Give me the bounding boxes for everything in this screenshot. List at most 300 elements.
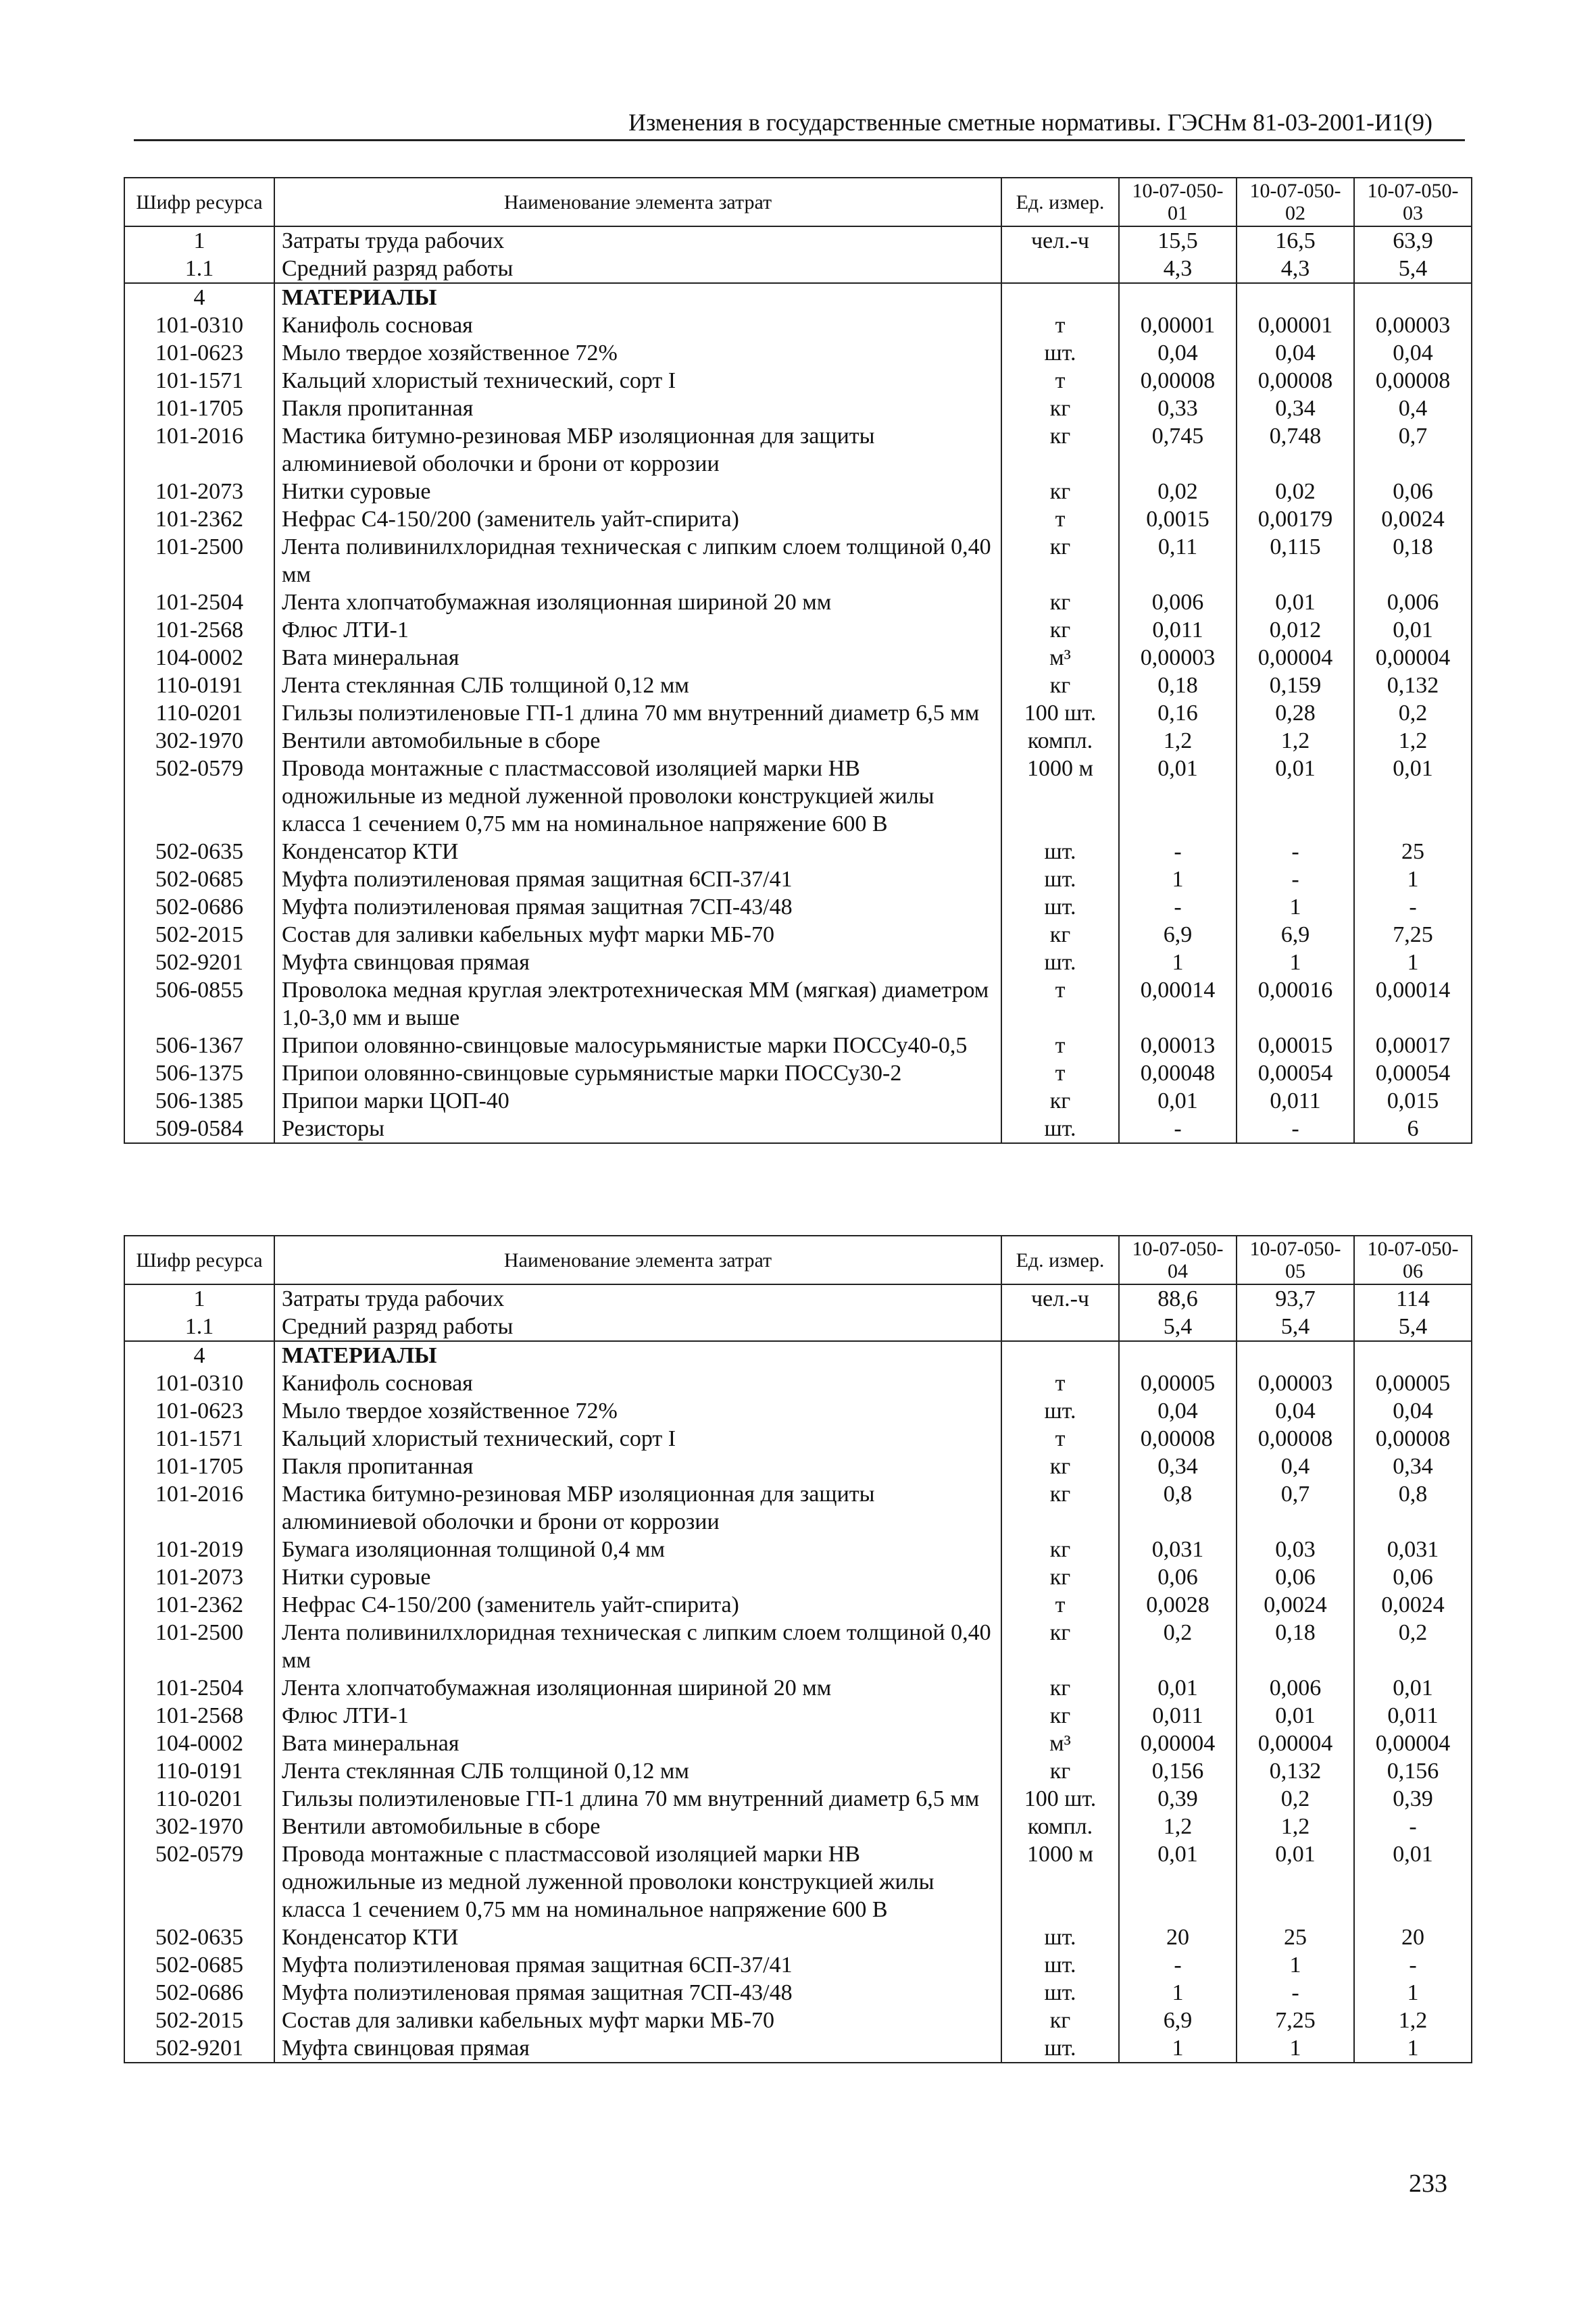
unit-cell: т: [1001, 976, 1119, 1032]
norm-value-cell: -: [1237, 865, 1354, 893]
section-row: [124, 283, 1472, 311]
norm-value-cell: 1: [1237, 893, 1354, 921]
unit-cell: 1000 м: [1001, 755, 1119, 838]
unit-cell: т: [1001, 1369, 1119, 1397]
resource-code-cell: 506-1375: [124, 1059, 274, 1087]
table-row: [124, 1480, 1472, 1536]
norm-value-cell: 0,00003: [1354, 311, 1472, 339]
unit-cell: шт.: [1001, 893, 1119, 921]
resource-table-1: [124, 177, 1472, 1144]
norm-value-cell: 0,00003: [1119, 644, 1237, 672]
resource-name-cell: Канифоль сосновая: [274, 311, 1001, 339]
resource-name-cell: Вентили автомобильные в сборе: [274, 727, 1001, 755]
resource-name-cell: МАТЕРИАЛЫ: [274, 1341, 1001, 1369]
norm-value-cell: 1,2: [1354, 727, 1472, 755]
norm-value-cell: 0,00004: [1237, 644, 1354, 672]
resource-code-cell: 506-1367: [124, 1032, 274, 1059]
norm-value-cell: 0,00008: [1237, 367, 1354, 395]
resource-code-cell: 101-2568: [124, 616, 274, 644]
resource-name-cell: Пакля пропитанная: [274, 395, 1001, 422]
unit-cell: [1001, 1313, 1119, 1341]
norm-value-cell: 0,2: [1354, 699, 1472, 727]
unit-cell: т: [1001, 311, 1119, 339]
norm-value-cell: [1237, 283, 1354, 311]
norm-value-cell: 0,01: [1237, 588, 1354, 616]
norm-value-cell: -: [1237, 838, 1354, 865]
resource-code-cell: 101-2073: [124, 1563, 274, 1591]
norm-value-cell: 0,8: [1354, 1480, 1472, 1536]
resource-code-cell: 101-2016: [124, 1480, 274, 1536]
norm-value-cell: 0,156: [1119, 1757, 1237, 1785]
norm-value-cell: 16,5: [1237, 226, 1354, 255]
norm-value-cell: 4,3: [1237, 255, 1354, 283]
norm-value-cell: 0,01: [1119, 1674, 1237, 1702]
norm-value-cell: 1: [1119, 1979, 1237, 2007]
resource-name-cell: Припои оловянно-свинцовые малосурьмянистые марки ПОССу40-0,5: [274, 1032, 1001, 1059]
norm-value-cell: 0,115: [1237, 533, 1354, 588]
resource-code-cell: 101-2504: [124, 588, 274, 616]
resource-code-cell: 104-0002: [124, 1730, 274, 1757]
resource-code-cell: 502-0635: [124, 1923, 274, 1951]
norm-value-cell: 20: [1354, 1923, 1472, 1951]
unit-cell: шт.: [1001, 1951, 1119, 1979]
norm-value-cell: -: [1237, 1979, 1354, 2007]
norm-value-cell: 4,3: [1119, 255, 1237, 283]
norm-value-cell: 0,34: [1354, 1453, 1472, 1480]
col-header-code: Шифр ресурса: [124, 1236, 274, 1284]
norm-value-cell: 0,00004: [1354, 644, 1472, 672]
norm-value-cell: 0,0024: [1237, 1591, 1354, 1619]
norm-value-cell: 1: [1354, 865, 1472, 893]
col-header-norm: 10-07-050-06: [1354, 1236, 1472, 1284]
norm-value-cell: 0,4: [1237, 1453, 1354, 1480]
unit-cell: компл.: [1001, 727, 1119, 755]
norm-value-cell: 1: [1354, 1979, 1472, 2007]
unit-cell: шт.: [1001, 949, 1119, 976]
norm-value-cell: 0,01: [1119, 1840, 1237, 1923]
table-row: [124, 1284, 1472, 1313]
norm-value-cell: -: [1354, 893, 1472, 921]
resource-name-cell: Состав для заливки кабельных муфт марки МБ-70: [274, 2007, 1001, 2034]
table-header-row: [124, 1236, 1472, 1284]
table-row: [124, 1087, 1472, 1115]
unit-cell: чел.-ч: [1001, 226, 1119, 255]
norm-value-cell: 0,16: [1119, 699, 1237, 727]
norm-value-cell: 1,2: [1119, 727, 1237, 755]
unit-cell: т: [1001, 1425, 1119, 1453]
table-row: [124, 226, 1472, 255]
norm-value-cell: 93,7: [1237, 1284, 1354, 1313]
norm-value-cell: 0,04: [1237, 339, 1354, 367]
norm-value-cell: 0,00179: [1237, 505, 1354, 533]
norm-value-cell: 0,00054: [1237, 1059, 1354, 1087]
norm-value-cell: [1237, 1341, 1354, 1369]
resource-name-cell: Мыло твердое хозяйственное 72%: [274, 339, 1001, 367]
resource-name-cell: Лента стеклянная СЛБ толщиной 0,12 мм: [274, 1757, 1001, 1785]
table-row: [124, 2007, 1472, 2034]
norm-value-cell: 7,25: [1237, 2007, 1354, 2034]
table-row: [124, 1369, 1472, 1397]
resource-name-cell: Нефрас С4-150/200 (заменитель уайт-спирита): [274, 505, 1001, 533]
norm-value-cell: 5,4: [1354, 1313, 1472, 1341]
resource-code-cell: 101-2568: [124, 1702, 274, 1730]
header-rule: [134, 139, 1465, 141]
col-header-unit: Ед. измер.: [1001, 1236, 1119, 1284]
norm-value-cell: 0,156: [1354, 1757, 1472, 1785]
table-row: [124, 1425, 1472, 1453]
norm-value-cell: 0,159: [1237, 672, 1354, 699]
table-row: [124, 478, 1472, 505]
table-row: [124, 311, 1472, 339]
table-row: [124, 367, 1472, 395]
norm-value-cell: 0,03: [1237, 1536, 1354, 1563]
norm-value-cell: 0,011: [1119, 616, 1237, 644]
col-header-norm: 10-07-050-05: [1237, 1236, 1354, 1284]
norm-value-cell: 0,00008: [1354, 1425, 1472, 1453]
resource-code-cell: 110-0191: [124, 1757, 274, 1785]
resource-name-cell: Средний разряд работы: [274, 255, 1001, 283]
resource-name-cell: Средний разряд работы: [274, 1313, 1001, 1341]
page-number: 233: [1409, 2169, 1447, 2198]
unit-cell: кг: [1001, 395, 1119, 422]
table-row: [124, 949, 1472, 976]
resource-code-cell: 101-0623: [124, 339, 274, 367]
unit-cell: кг: [1001, 1757, 1119, 1785]
norm-value-cell: 0,006: [1354, 588, 1472, 616]
norm-value-cell: 0,031: [1354, 1536, 1472, 1563]
resource-code-cell: 1: [124, 226, 274, 255]
table-row: [124, 1453, 1472, 1480]
resource-code-cell: 302-1970: [124, 727, 274, 755]
norm-value-cell: 1: [1119, 865, 1237, 893]
resource-code-cell: 110-0201: [124, 699, 274, 727]
norm-value-cell: -: [1119, 1951, 1237, 1979]
norm-value-cell: 0,00004: [1354, 1730, 1472, 1757]
unit-cell: 100 шт.: [1001, 1785, 1119, 1813]
norm-value-cell: 0,00005: [1354, 1369, 1472, 1397]
norm-value-cell: 0,8: [1119, 1480, 1237, 1536]
unit-cell: [1001, 283, 1119, 311]
resource-code-cell: 502-0635: [124, 838, 274, 865]
norm-value-cell: 0,01: [1119, 755, 1237, 838]
norm-value-cell: 0,33: [1119, 395, 1237, 422]
norm-value-cell: 5,4: [1237, 1313, 1354, 1341]
table-row: [124, 505, 1472, 533]
unit-cell: шт.: [1001, 1923, 1119, 1951]
norm-value-cell: 25: [1354, 838, 1472, 865]
table-row: [124, 1702, 1472, 1730]
norm-value-cell: 0,00008: [1237, 1425, 1354, 1453]
norm-value-cell: 0,2: [1237, 1785, 1354, 1813]
resource-code-cell: 506-0855: [124, 976, 274, 1032]
norm-value-cell: 0,04: [1354, 339, 1472, 367]
norm-value-cell: 0,11: [1119, 533, 1237, 588]
resource-code-cell: 1: [124, 1284, 274, 1313]
norm-value-cell: 1: [1237, 949, 1354, 976]
norm-value-cell: 0,0028: [1119, 1591, 1237, 1619]
resource-name-cell: Состав для заливки кабельных муфт марки МБ-70: [274, 921, 1001, 949]
table-row: [124, 255, 1472, 283]
resource-name-cell: Муфта полиэтиленовая прямая защитная 6СП-37/41: [274, 1951, 1001, 1979]
unit-cell: т: [1001, 505, 1119, 533]
resource-name-cell: Нитки суровые: [274, 1563, 1001, 1591]
table-row: [124, 1730, 1472, 1757]
norm-value-cell: 6,9: [1237, 921, 1354, 949]
unit-cell: чел.-ч: [1001, 1284, 1119, 1313]
document-header: Изменения в государственные сметные нормативы. ГЭСНм 81-03-2001-И1(9): [628, 109, 1432, 136]
unit-cell: кг: [1001, 478, 1119, 505]
norm-value-cell: -: [1119, 838, 1237, 865]
norm-value-cell: [1354, 283, 1472, 311]
resource-name-cell: Муфта полиэтиленовая прямая защитная 7СП-43/48: [274, 893, 1001, 921]
norm-value-cell: 0,00008: [1119, 1425, 1237, 1453]
norm-value-cell: 0,06: [1354, 478, 1472, 505]
norm-value-cell: 0,02: [1237, 478, 1354, 505]
norm-value-cell: 88,6: [1119, 1284, 1237, 1313]
resource-name-cell: Вентили автомобильные в сборе: [274, 1813, 1001, 1840]
resource-name-cell: Бумага изоляционная толщиной 0,4 мм: [274, 1536, 1001, 1563]
resource-name-cell: Муфта полиэтиленовая прямая защитная 6СП-37/41: [274, 865, 1001, 893]
norm-value-cell: 0,04: [1354, 1397, 1472, 1425]
table-body: [124, 226, 1472, 1143]
resource-name-cell: Лента стеклянная СЛБ толщиной 0,12 мм: [274, 672, 1001, 699]
resource-code-cell: 502-2015: [124, 2007, 274, 2034]
norm-value-cell: 0,04: [1119, 1397, 1237, 1425]
unit-cell: шт.: [1001, 1115, 1119, 1143]
resource-code-cell: 101-2016: [124, 422, 274, 478]
resource-code-cell: 502-0579: [124, 755, 274, 838]
col-header-norm: 10-07-050-01: [1119, 178, 1237, 226]
unit-cell: кг: [1001, 672, 1119, 699]
norm-value-cell: 0,39: [1119, 1785, 1237, 1813]
norm-value-cell: 25: [1237, 1923, 1354, 1951]
norm-value-cell: 0,00014: [1354, 976, 1472, 1032]
resource-code-cell: 101-2073: [124, 478, 274, 505]
resource-name-cell: Припои оловянно-свинцовые сурьмянистые марки ПОССу30-2: [274, 1059, 1001, 1087]
resource-code-cell: 101-1705: [124, 1453, 274, 1480]
resource-name-cell: Флюс ЛТИ-1: [274, 616, 1001, 644]
resource-name-cell: Конденсатор КТИ: [274, 1923, 1001, 1951]
unit-cell: кг: [1001, 533, 1119, 588]
resource-name-cell: Конденсатор КТИ: [274, 838, 1001, 865]
norm-value-cell: 0,006: [1237, 1674, 1354, 1702]
norm-value-cell: 6: [1354, 1115, 1472, 1143]
resource-name-cell: Лента поливинилхлоридная техническая с липким слоем толщиной 0,40 мм: [274, 533, 1001, 588]
norm-value-cell: 0,00005: [1119, 1369, 1237, 1397]
resource-name-cell: Канифоль сосновая: [274, 1369, 1001, 1397]
resource-name-cell: Затраты труда рабочих: [274, 226, 1001, 255]
norm-value-cell: -: [1237, 1115, 1354, 1143]
resource-name-cell: Мыло твердое хозяйственное 72%: [274, 1397, 1001, 1425]
norm-value-cell: 0,006: [1119, 588, 1237, 616]
unit-cell: компл.: [1001, 1813, 1119, 1840]
norm-value-cell: 0,7: [1237, 1480, 1354, 1536]
resource-code-cell: 101-0310: [124, 1369, 274, 1397]
table-row: [124, 533, 1472, 588]
norm-value-cell: 1: [1119, 2034, 1237, 2063]
unit-cell: шт.: [1001, 1397, 1119, 1425]
norm-value-cell: 0,745: [1119, 422, 1237, 478]
col-header-norm: 10-07-050-04: [1119, 1236, 1237, 1284]
norm-value-cell: 0,748: [1237, 422, 1354, 478]
table-row: [124, 1032, 1472, 1059]
norm-value-cell: 1: [1237, 2034, 1354, 2063]
resource-code-cell: 4: [124, 283, 274, 311]
unit-cell: 1000 м: [1001, 1840, 1119, 1923]
resource-name-cell: Гильзы полиэтиленовые ГП-1 длина 70 мм внутренний диаметр 6,5 мм: [274, 699, 1001, 727]
unit-cell: шт.: [1001, 865, 1119, 893]
norm-value-cell: 6,9: [1119, 921, 1237, 949]
table-row: [124, 976, 1472, 1032]
unit-cell: шт.: [1001, 339, 1119, 367]
unit-cell: [1001, 255, 1119, 283]
norm-value-cell: 0,01: [1119, 1087, 1237, 1115]
resource-code-cell: 502-9201: [124, 949, 274, 976]
table-row: [124, 1115, 1472, 1143]
resource-code-cell: 502-0685: [124, 1951, 274, 1979]
resource-code-cell: 101-0310: [124, 311, 274, 339]
norm-value-cell: 0,06: [1237, 1563, 1354, 1591]
norm-value-cell: 0,01: [1354, 755, 1472, 838]
resource-name-cell: Вата минеральная: [274, 644, 1001, 672]
norm-value-cell: 5,4: [1354, 255, 1472, 283]
table-row: [124, 1813, 1472, 1840]
resource-code-cell: 101-2504: [124, 1674, 274, 1702]
table-row: [124, 1923, 1472, 1951]
table-row: [124, 422, 1472, 478]
resource-name-cell: Лента хлопчатобумажная изоляционная шириной 20 мм: [274, 588, 1001, 616]
unit-cell: кг: [1001, 921, 1119, 949]
unit-cell: шт.: [1001, 1979, 1119, 2007]
norm-value-cell: 5,4: [1119, 1313, 1237, 1341]
resource-name-cell: Лента поливинилхлоридная техническая с липким слоем толщиной 0,40 мм: [274, 1619, 1001, 1674]
resource-code-cell: 101-1571: [124, 1425, 274, 1453]
unit-cell: шт.: [1001, 2034, 1119, 2063]
norm-value-cell: 0,34: [1119, 1453, 1237, 1480]
unit-cell: кг: [1001, 616, 1119, 644]
norm-value-cell: -: [1354, 1951, 1472, 1979]
resource-code-cell: 509-0584: [124, 1115, 274, 1143]
table-row: [124, 1785, 1472, 1813]
table-row: [124, 2034, 1472, 2063]
norm-value-cell: 1: [1354, 949, 1472, 976]
col-header-unit: Ед. измер.: [1001, 178, 1119, 226]
norm-value-cell: 0,01: [1354, 1840, 1472, 1923]
table-row: [124, 1619, 1472, 1674]
norm-value-cell: 0,7: [1354, 422, 1472, 478]
norm-value-cell: 0,00048: [1119, 1059, 1237, 1087]
resource-name-cell: Кальций хлористый технический, сорт I: [274, 367, 1001, 395]
norm-value-cell: 0,015: [1354, 1087, 1472, 1115]
norm-value-cell: 0,06: [1354, 1563, 1472, 1591]
norm-value-cell: 0,4: [1354, 395, 1472, 422]
norm-value-cell: 0,34: [1237, 395, 1354, 422]
resource-name-cell: Нитки суровые: [274, 478, 1001, 505]
resource-name-cell: Муфта полиэтиленовая прямая защитная 7СП-43/48: [274, 1979, 1001, 2007]
norm-value-cell: 0,00004: [1119, 1730, 1237, 1757]
norm-value-cell: [1354, 1341, 1472, 1369]
norm-value-cell: 0,00014: [1119, 976, 1237, 1032]
resource-code-cell: 502-9201: [124, 2034, 274, 2063]
norm-value-cell: 1: [1237, 1951, 1354, 1979]
unit-cell: 100 шт.: [1001, 699, 1119, 727]
col-header-code: Шифр ресурса: [124, 178, 274, 226]
norm-value-cell: 6,9: [1119, 2007, 1237, 2034]
table-row: [124, 1979, 1472, 2007]
resource-code-cell: 101-2500: [124, 533, 274, 588]
table-row: [124, 1313, 1472, 1341]
norm-value-cell: 0,031: [1119, 1536, 1237, 1563]
resource-name-cell: Припои марки ЦОП-40: [274, 1087, 1001, 1115]
table-row: [124, 616, 1472, 644]
col-header-name: Наименование элемента затрат: [274, 178, 1001, 226]
norm-value-cell: 0,04: [1237, 1397, 1354, 1425]
col-header-name: Наименование элемента затрат: [274, 1236, 1001, 1284]
resource-name-cell: Мастика битумно-резиновая МБР изоляционная для защиты алюминиевой оболочки и брони от коррозии: [274, 1480, 1001, 1536]
table-row: [124, 1757, 1472, 1785]
table-row: [124, 755, 1472, 838]
norm-value-cell: 0,0024: [1354, 505, 1472, 533]
norm-value-cell: 0,00017: [1354, 1032, 1472, 1059]
norm-value-cell: 1,2: [1237, 1813, 1354, 1840]
norm-value-cell: 0,00001: [1119, 311, 1237, 339]
resource-code-cell: 101-2362: [124, 1591, 274, 1619]
resource-name-cell: Кальций хлористый технический, сорт I: [274, 1425, 1001, 1453]
norm-value-cell: 0,01: [1354, 616, 1472, 644]
norm-value-cell: 0,2: [1119, 1619, 1237, 1674]
unit-cell: [1001, 1341, 1119, 1369]
unit-cell: кг: [1001, 1674, 1119, 1702]
norm-value-cell: 0,012: [1237, 616, 1354, 644]
norm-value-cell: 0,011: [1119, 1702, 1237, 1730]
norm-value-cell: 0,00015: [1237, 1032, 1354, 1059]
resource-name-cell: Проволока медная круглая электротехническая ММ (мягкая) диаметром 1,0-3,0 мм и выше: [274, 976, 1001, 1032]
norm-value-cell: 0,01: [1354, 1674, 1472, 1702]
resource-code-cell: 502-0686: [124, 893, 274, 921]
col-header-norm: 10-07-050-03: [1354, 178, 1472, 226]
unit-cell: т: [1001, 367, 1119, 395]
unit-cell: кг: [1001, 1453, 1119, 1480]
norm-value-cell: 1,2: [1354, 2007, 1472, 2034]
table-row: [124, 339, 1472, 367]
table-row: [124, 893, 1472, 921]
resource-code-cell: 110-0201: [124, 1785, 274, 1813]
resource-code-cell: 101-0623: [124, 1397, 274, 1425]
resource-code-cell: 101-1705: [124, 395, 274, 422]
norm-value-cell: 0,00004: [1237, 1730, 1354, 1757]
norm-value-cell: [1119, 1341, 1237, 1369]
norm-value-cell: 0,132: [1354, 672, 1472, 699]
table-body: [124, 1284, 1472, 2063]
norm-value-cell: 0,01: [1237, 755, 1354, 838]
table-row: [124, 1591, 1472, 1619]
unit-cell: т: [1001, 1032, 1119, 1059]
norm-value-cell: 0,18: [1237, 1619, 1354, 1674]
resource-code-cell: 101-1571: [124, 367, 274, 395]
unit-cell: кг: [1001, 1087, 1119, 1115]
resource-code-cell: 302-1970: [124, 1813, 274, 1840]
resource-name-cell: Мастика битумно-резиновая МБР изоляционная для защиты алюминиевой оболочки и брони от коррозии: [274, 422, 1001, 478]
resource-name-cell: Вата минеральная: [274, 1730, 1001, 1757]
resource-code-cell: 502-0686: [124, 1979, 274, 2007]
unit-cell: т: [1001, 1059, 1119, 1087]
resource-code-cell: 101-2019: [124, 1536, 274, 1563]
norm-value-cell: 1,2: [1237, 727, 1354, 755]
norm-value-cell: 15,5: [1119, 226, 1237, 255]
norm-value-cell: 0,04: [1119, 339, 1237, 367]
unit-cell: кг: [1001, 1480, 1119, 1536]
table-row: [124, 1397, 1472, 1425]
